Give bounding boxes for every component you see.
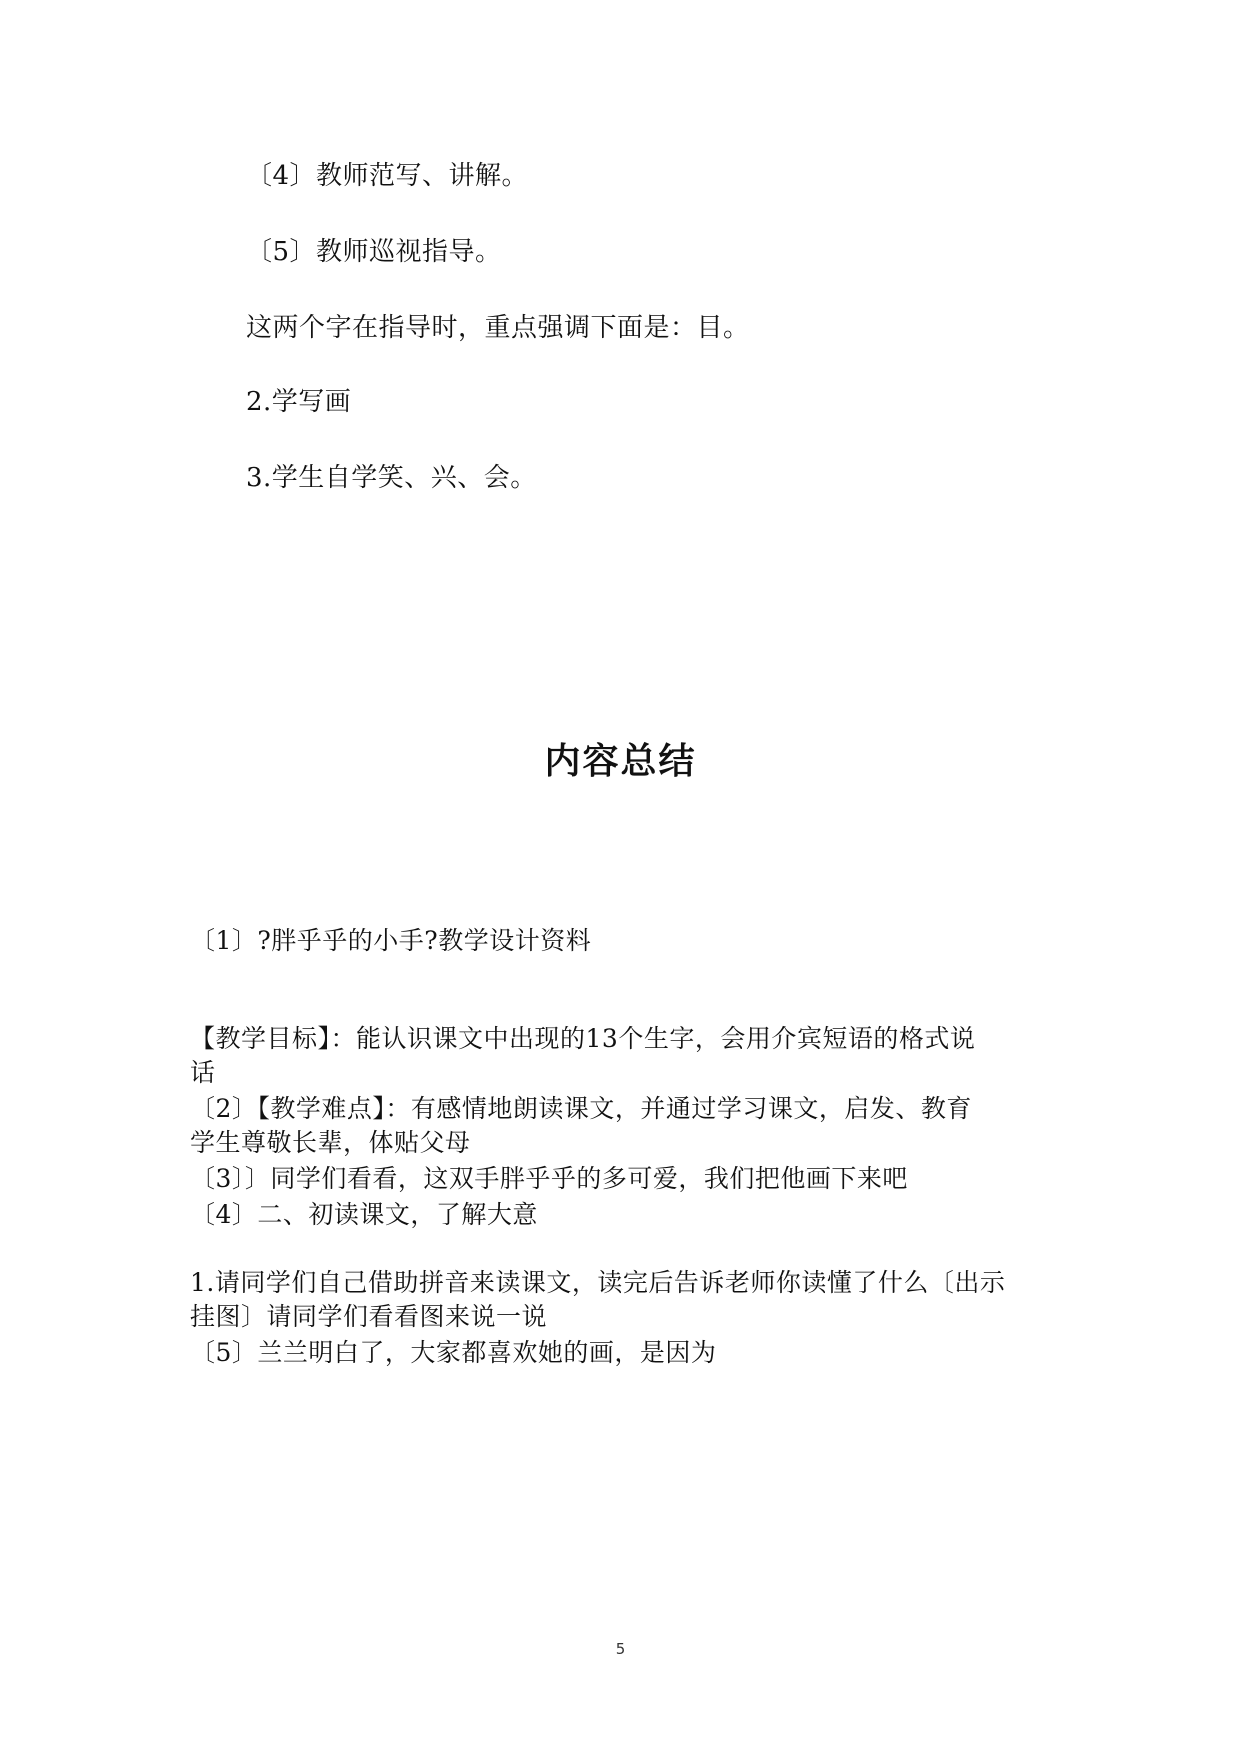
summary-line-3: 话: [190, 1058, 216, 1087]
summary-line-4: 〔2〕【教学难点】：有感情地朗读课文，并通过学习课文，启发、教育: [190, 1094, 972, 1123]
summary-line-2: 【教学目标】：能认识课文中出现的13个生字，会用介宾短语的格式说: [190, 1024, 976, 1053]
summary-line-1: 〔1〕?胖乎乎的小手?教学设计资料: [190, 926, 592, 955]
step-4-text: 〔4〕教师范写、讲解。: [246, 161, 529, 191]
guidance-note: 这两个字在指导时，重点强调下面是：目。: [246, 313, 750, 343]
summary-line-6: 〔3〕〕同学们看看，这双手胖乎乎的多可爱，我们把他画下来吧: [190, 1164, 908, 1193]
summary-line-7: 〔4〕二、初读课文，了解大意: [190, 1200, 538, 1229]
item-2-text: 2.学写画: [246, 387, 352, 417]
summary-line-8: 1.请同学们自己借助拼音来读课文，读完后告诉老师你读懂了什么〔出示: [190, 1268, 1006, 1297]
step-5-text: 〔5〕教师巡视指导。: [246, 237, 502, 267]
summary-line-10: 〔5〕兰兰明白了，大家都喜欢她的画，是因为: [190, 1338, 717, 1367]
summary-line-9: 挂图〕请同学们看看图来说一说: [190, 1302, 548, 1331]
item-3-text: 3.学生自学笑、兴、会。: [246, 463, 537, 493]
page-number: 5: [615, 1640, 626, 1658]
summary-line-5: 学生尊敬长辈，体贴父母: [190, 1128, 471, 1157]
summary-heading: 内容总结: [544, 741, 697, 782]
